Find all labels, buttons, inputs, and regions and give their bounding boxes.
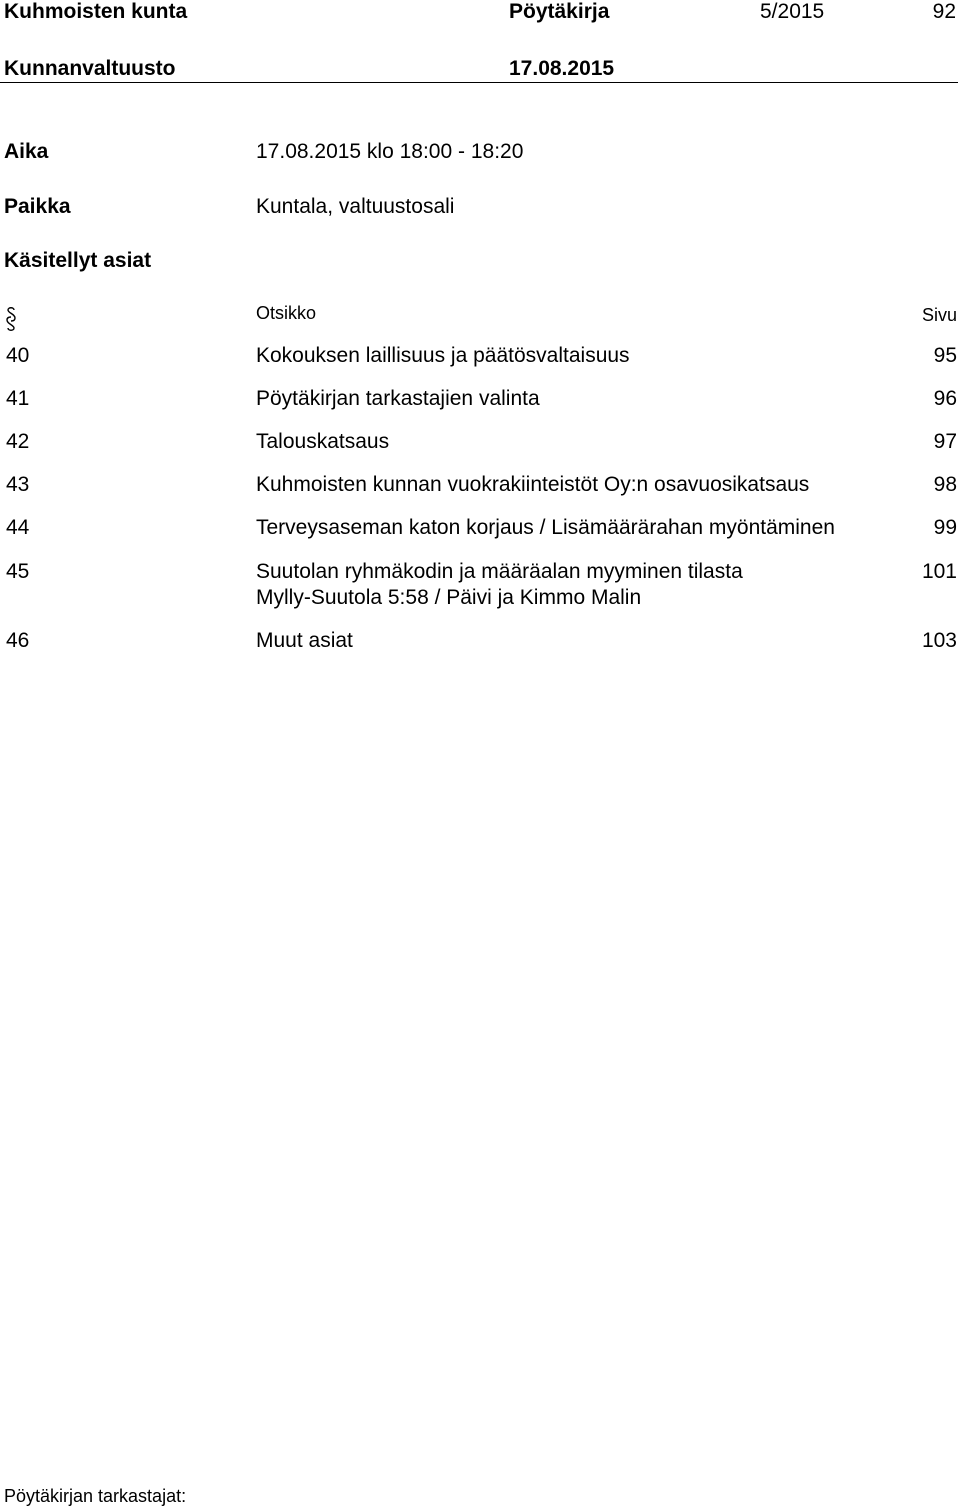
document-issue: 5/2015 — [760, 0, 825, 23]
agenda-title: Talouskatsaus — [256, 430, 390, 453]
reviewers-label: Pöytäkirjan tarkastajat: — [4, 1486, 187, 1506]
agenda-title: Pöytäkirjan tarkastajien valinta — [256, 387, 540, 410]
agenda-title: Kokouksen laillisuus ja päätösvaltaisuus — [256, 344, 630, 367]
agenda-title: Muut asiat — [256, 629, 353, 652]
agenda-title: Suutolan ryhmäkodin ja määräalan myyminen tilasta — [256, 560, 743, 583]
organization-name: Kuhmoisten kunta — [4, 0, 188, 23]
document-type: Pöytäkirja — [509, 0, 610, 23]
agenda-section-number: 44 — [6, 516, 30, 539]
agenda-page: 98 — [933, 473, 957, 496]
agenda-title-continued: Mylly-Suutola 5:58 / Päivi ja Kimmo Malin — [256, 586, 642, 609]
title-column-header: Otsikko — [256, 303, 317, 323]
agenda-section-number: 43 — [6, 473, 30, 496]
agenda-title: Kuhmoisten kunnan vuokrakiinteistöt Oy:n osavuosikatsaus — [256, 473, 810, 496]
section-sign-icon — [4, 305, 18, 333]
place-label: Paikka — [4, 195, 71, 218]
meeting-date: 17.08.2015 — [509, 57, 615, 80]
agenda-page: 99 — [933, 516, 957, 539]
agenda-page: 96 — [933, 387, 957, 410]
time-value: 17.08.2015 klo 18:00 - 18:20 — [256, 140, 524, 163]
council-name: Kunnanvaltuusto — [4, 57, 176, 80]
agenda-page: 101 — [921, 560, 957, 583]
page-column-header: Sivu — [921, 305, 957, 325]
agenda-section-number: 46 — [6, 629, 30, 652]
agenda-page: 103 — [921, 629, 957, 652]
agenda-section-number: 41 — [6, 387, 30, 410]
agenda-section-number: 40 — [6, 344, 30, 367]
agenda-title: Terveysaseman katon korjaus / Lisämäärärahan myöntäminen — [256, 516, 835, 539]
agenda-section-label: Käsitellyt asiat — [4, 249, 152, 272]
header-divider — [0, 82, 958, 83]
agenda-page: 97 — [933, 430, 957, 453]
agenda-page: 95 — [933, 344, 957, 367]
place-value: Kuntala, valtuustosali — [256, 195, 455, 218]
page-number: 92 — [932, 0, 956, 23]
agenda-section-number: 42 — [6, 430, 30, 453]
time-label: Aika — [4, 140, 49, 163]
agenda-section-number: 45 — [6, 560, 30, 583]
